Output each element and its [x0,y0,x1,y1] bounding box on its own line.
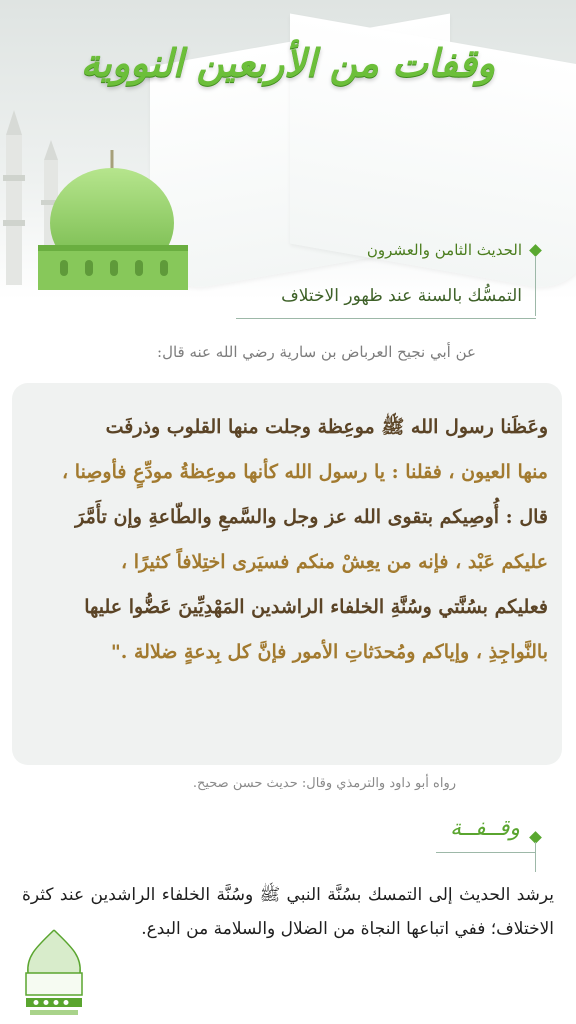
reflection-heading: وقــفــة [450,816,520,841]
hadith-line: بالنَّواجِذِ ، وإياكم ومُحدَثاتِ الأمور فإنَّ كل بِدعةٍ ضلالة ." [110,641,548,663]
hadith-line: قال : أُوصِيكم بتقوى الله عز وجل والسَّمعِ والطّاعةِ وإن تأَمَّرَ [75,506,548,528]
section-divider [535,256,536,316]
hadith-line: وعَظَنا رسول الله ﷺ موعِظة وجلت منها القلوب وذرفَت [105,416,548,438]
topic-underline [236,318,536,319]
hadith-line: فعليكم بسُنَّتي وسُنَّةِ الخلفاء الراشدين المَهْدِيِّينَ عَضُّوا عليها [84,596,548,618]
hadith-source: رواه أبو داود والترمذي وقال: حديث حسن صحيح. [192,776,456,791]
hadith-narrator: عن أبي نجيح العرباض بن سارية رضي الله عنه قال: [157,343,476,361]
reflection-divider [535,842,536,872]
hadith-line: عليكم عَبْد ، فإنه من يعِشْ منكم فسيَرى اختِلافاً كثيرًا ، [120,551,548,573]
hadith-number: الحديث الثامن والعشرون [366,241,522,259]
logo-icon [14,925,94,1020]
reflection-underline [436,852,536,853]
page-title: وقفات من الأربعين النووية [80,40,496,85]
reflection-text: يرشد الحديث إلى التمسك بسُنَّة النبي ﷺ وسُنَّة الخلفاء الراشدين عند كثرة الاختلاف؛ ففي اتباعها النجاة من الضلال والسلامة من البدع. [22,885,554,939]
mosque-icon [0,105,190,290]
hadith-line: منها العيون ، فقلنا : يا رسول الله كأنها موعِظةُ مودِّعٍ فأوصِنا ، [62,461,548,483]
hadith-topic: التمسُّك بالسنة عند ظهور الاختلاف [281,286,522,306]
hadith-text [28,405,548,675]
